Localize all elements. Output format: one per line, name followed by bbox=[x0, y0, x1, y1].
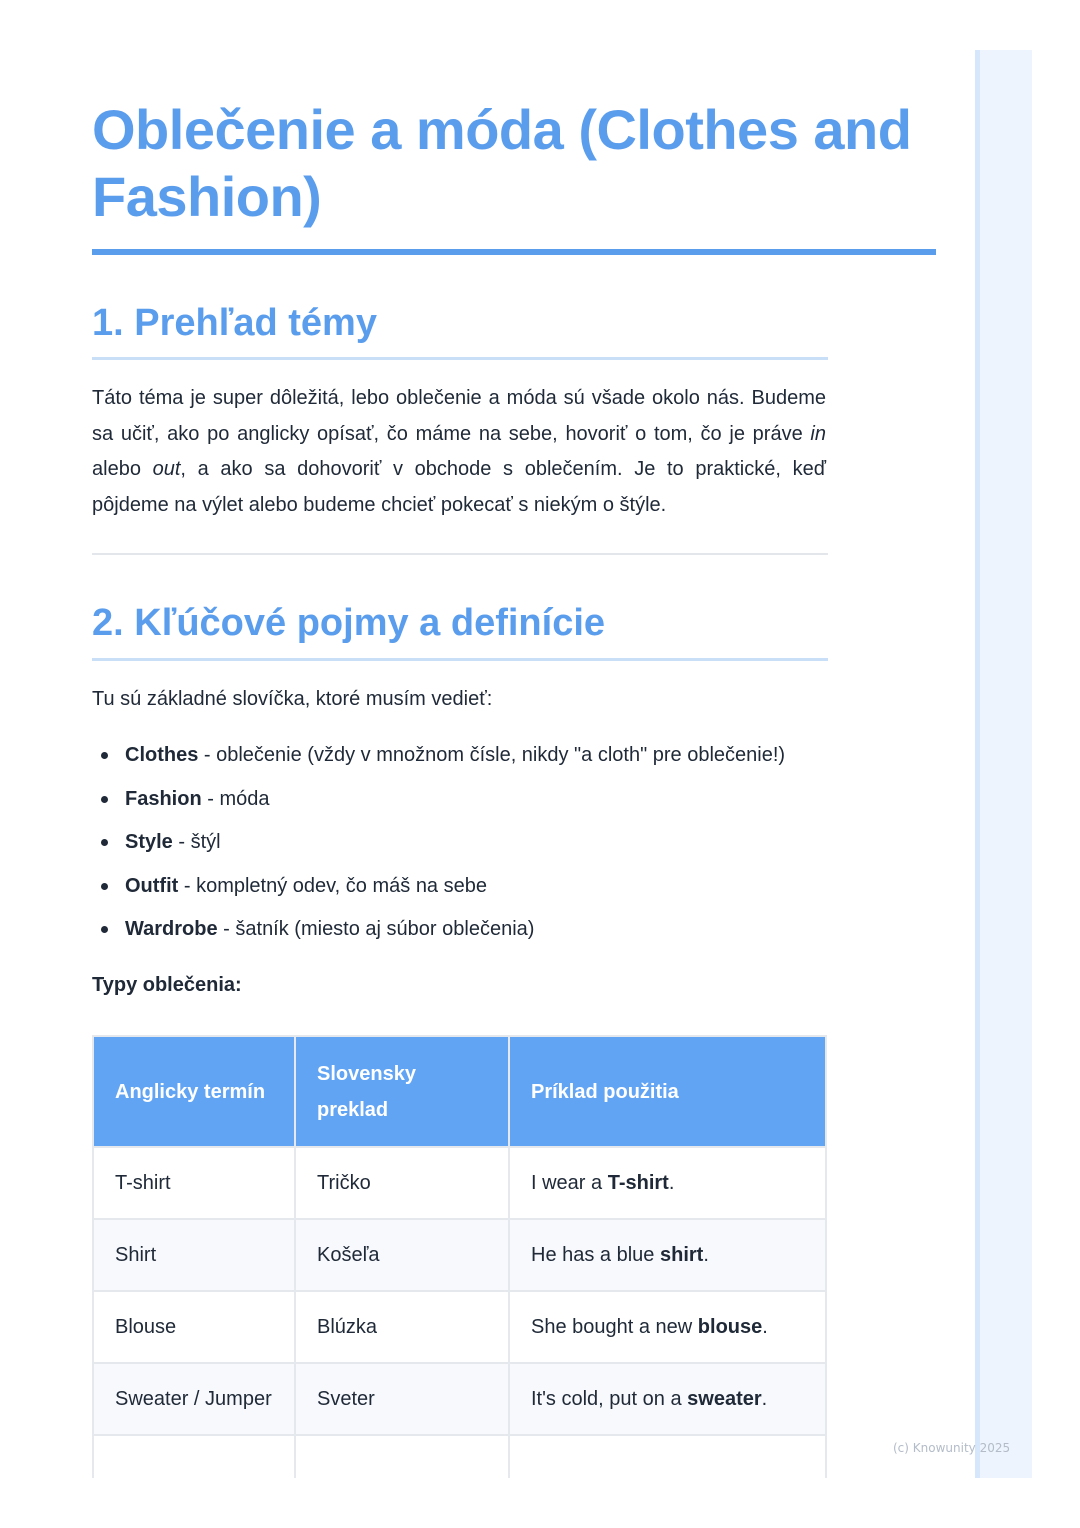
column-header-example: Príklad použitia bbox=[509, 1037, 825, 1147]
copyright-footer: (c) Knowunity 2025 bbox=[893, 1441, 1011, 1455]
term-word: Style bbox=[125, 831, 173, 854]
list-item bbox=[92, 826, 852, 870]
table-row bbox=[94, 1147, 825, 1219]
paragraph-emphasis-out: out bbox=[152, 458, 181, 480]
key-terms-list bbox=[92, 739, 852, 957]
example-text: It's cold, put on a bbox=[531, 1388, 688, 1410]
table-row bbox=[94, 1363, 825, 1435]
table-row bbox=[94, 1219, 825, 1291]
cell-english: Shirt bbox=[94, 1219, 295, 1291]
section-2-intro: Tu sú základné slovíčka, ktoré musím vedieť: bbox=[92, 688, 493, 710]
table-row-empty bbox=[94, 1435, 825, 1478]
cell-example bbox=[509, 1363, 825, 1435]
list-item bbox=[92, 913, 852, 957]
example-text: . bbox=[762, 1316, 768, 1338]
term-definition: - móda bbox=[201, 787, 270, 810]
cell-example bbox=[509, 1291, 825, 1363]
list-item bbox=[92, 739, 852, 783]
example-text: She bought a new bbox=[531, 1316, 698, 1338]
document-page bbox=[92, 0, 936, 1478]
page-side-strip bbox=[975, 50, 1032, 1478]
term-word: Wardrobe bbox=[125, 918, 218, 941]
example-keyword: blouse bbox=[697, 1316, 763, 1338]
column-header-slovak: Slovensky preklad bbox=[295, 1037, 509, 1147]
clothing-types-table bbox=[92, 1035, 827, 1478]
cell-empty bbox=[94, 1435, 295, 1478]
example-text: . bbox=[761, 1388, 768, 1410]
title-underline bbox=[92, 249, 936, 255]
term-word: Fashion bbox=[125, 787, 202, 810]
table-title: Typy oblečenia: bbox=[92, 974, 242, 996]
cell-example bbox=[509, 1147, 825, 1219]
term-word: Clothes bbox=[125, 744, 199, 766]
section-1-paragraph bbox=[92, 381, 826, 523]
cell-slovak: Košeľa bbox=[295, 1219, 509, 1291]
page-side-strip-edge bbox=[975, 50, 980, 1478]
cell-slovak: Blúzka bbox=[295, 1291, 509, 1363]
section-2-heading: 2. Kľúčové pojmy a definície bbox=[92, 602, 606, 644]
cell-empty bbox=[295, 1435, 509, 1478]
term-definition: - štýl bbox=[172, 831, 221, 854]
section-divider bbox=[92, 553, 828, 555]
list-item bbox=[92, 783, 852, 827]
example-text: . bbox=[668, 1172, 675, 1194]
cell-english: Blouse bbox=[94, 1291, 295, 1363]
example-text: I wear a bbox=[531, 1172, 608, 1194]
term-definition: - oblečenie (vždy v množnom čísle, nikdy "a cloth" pre oblečenie!) bbox=[198, 744, 786, 766]
section-1-heading: 1. Prehľad témy bbox=[92, 302, 377, 344]
section-1-underline bbox=[92, 357, 828, 360]
term-definition: - kompletný odev, čo máš na sebe bbox=[178, 874, 487, 897]
paragraph-emphasis-in: in bbox=[810, 422, 826, 445]
example-keyword: T-shirt bbox=[607, 1172, 669, 1194]
example-keyword: shirt bbox=[659, 1244, 704, 1266]
example-text: . bbox=[703, 1244, 709, 1266]
paragraph-text: , a ako sa dohovoriť v obchode s oblečením. Je to praktické, keď pôjdeme na výlet alebo budeme chcieť pokecať s niekým o štýle. bbox=[92, 458, 827, 516]
cell-empty bbox=[509, 1435, 825, 1478]
cell-slovak: Tričko bbox=[295, 1147, 509, 1219]
column-header-english: Anglicky termín bbox=[94, 1037, 295, 1147]
paragraph-text: Táto téma je super dôležitá, lebo oblečenie a móda sú všade okolo nás. Budeme sa učiť, ako po anglicky opísať, čo máme na sebe, hovoriť o tom, čo je práve bbox=[92, 387, 826, 445]
term-word: Outfit bbox=[125, 874, 179, 897]
paragraph-text: alebo bbox=[92, 458, 153, 480]
table-row bbox=[94, 1291, 825, 1363]
cell-example bbox=[509, 1219, 825, 1291]
table-header-row bbox=[94, 1037, 825, 1147]
cell-english: T-shirt bbox=[94, 1147, 295, 1219]
example-text: He has a blue bbox=[531, 1244, 660, 1266]
cell-english: Sweater / Jumper bbox=[94, 1363, 295, 1435]
section-2-underline bbox=[92, 658, 828, 661]
list-item bbox=[92, 870, 852, 914]
example-keyword: sweater bbox=[687, 1388, 762, 1410]
cell-slovak: Sveter bbox=[295, 1363, 509, 1435]
term-definition: - šatník (miesto aj súbor oblečenia) bbox=[217, 918, 535, 941]
document-title: Oblečenie a móda (Clothes and Fashion) bbox=[92, 98, 912, 228]
